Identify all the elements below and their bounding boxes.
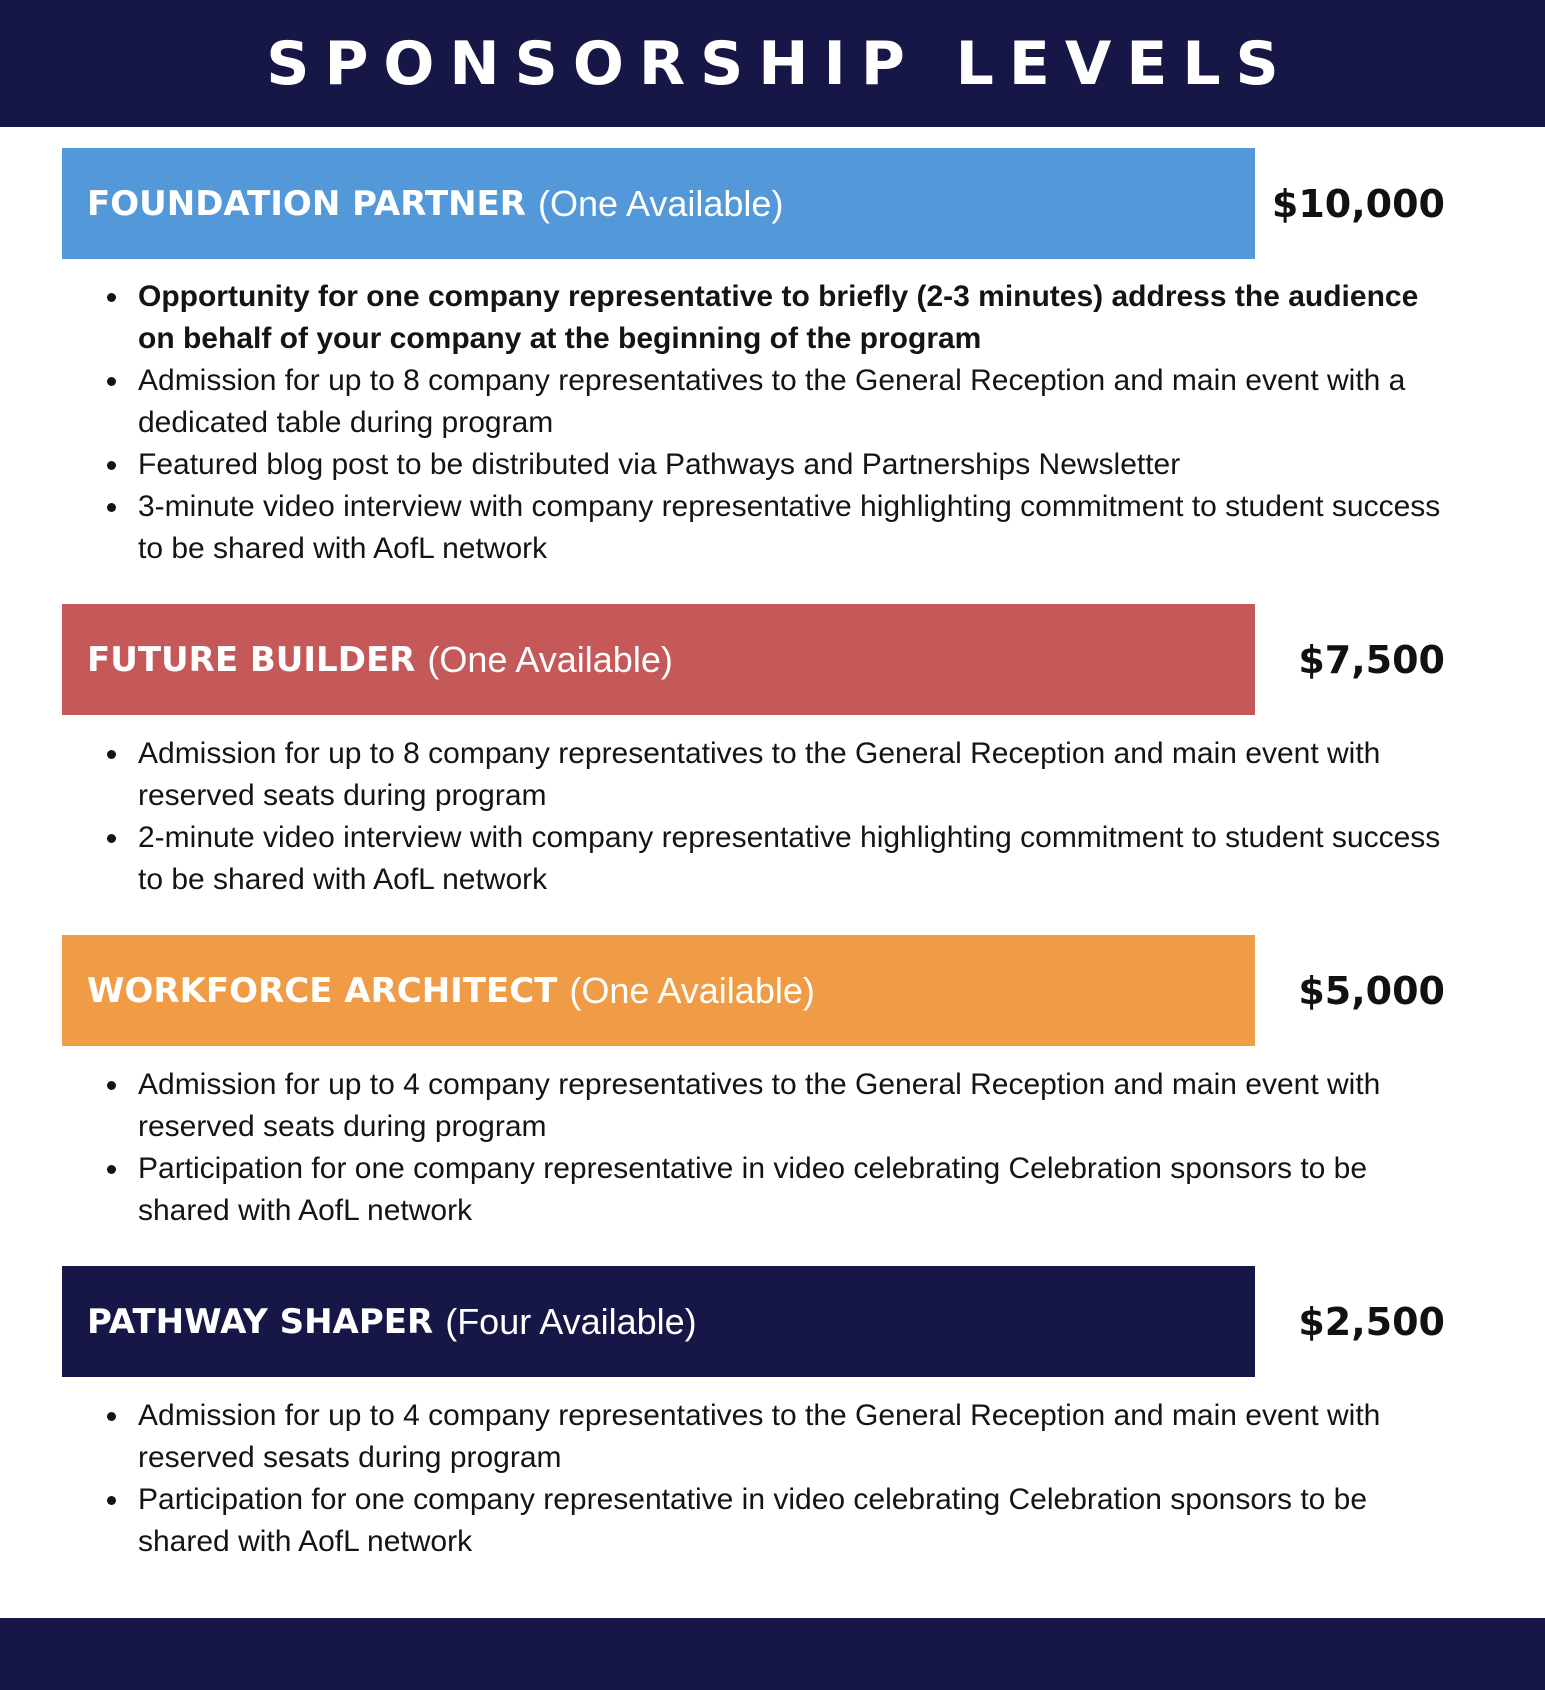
level-benefits-list — [0, 1395, 1545, 1563]
benefit-item: 3-minute video interview with company representative highlighting commitment to student success to be shared with AofL network — [0, 486, 1545, 570]
benefit-item: Opportunity for one company representative to briefly (2-3 minutes) address the audience on behalf of your company at the beginning of the program — [0, 276, 1545, 360]
level-availability: (One Available) — [537, 182, 784, 224]
level-band — [62, 604, 1255, 715]
level-price: $7,500 — [1298, 637, 1445, 682]
benefit-item: Participation for one company representative in video celebrating Celebration sponsors to be shared with AofL network — [0, 1148, 1545, 1232]
level-name: FOUNDATION PARTNER — [87, 183, 526, 224]
level-benefits-list — [0, 1064, 1545, 1232]
level-name: WORKFORCE ARCHITECT — [87, 970, 558, 1011]
level-availability: (One Available) — [569, 969, 815, 1011]
level-band — [62, 935, 1255, 1046]
level-band — [62, 1266, 1255, 1377]
level-availability: (Four Available) — [445, 1300, 697, 1342]
level-name: FUTURE BUILDER — [87, 639, 416, 680]
page-header — [0, 0, 1545, 127]
page-title: SPONSORSHIP LEVELS — [266, 28, 1294, 99]
level-benefits-list — [0, 733, 1545, 901]
benefit-item: Admission for up to 8 company representatives to the General Reception and main event with a dedicated table during program — [0, 360, 1545, 444]
benefit-item: 2-minute video interview with company representative highlighting commitment to student success to be shared with AofL network — [0, 817, 1545, 901]
benefit-item: Featured blog post to be distributed via Pathways and Partnerships Newsletter — [0, 444, 1545, 486]
benefit-item: Admission for up to 4 company representatives to the General Reception and main event with reserved seats during program — [0, 1064, 1545, 1148]
level-band — [62, 148, 1255, 259]
level-benefits-list — [0, 276, 1545, 570]
page-footer-bar — [0, 1618, 1545, 1690]
benefit-item: Participation for one company representative in video celebrating Celebration sponsors to be shared with AofL network — [0, 1479, 1545, 1563]
level-price: $2,500 — [1298, 1299, 1445, 1344]
level-price: $5,000 — [1298, 968, 1445, 1013]
level-price: $10,000 — [1271, 181, 1445, 226]
level-name: PATHWAY SHAPER — [87, 1301, 434, 1342]
level-availability: (One Available) — [427, 638, 673, 680]
benefit-item: Admission for up to 8 company representatives to the General Reception and main event with reserved seats during program — [0, 733, 1545, 817]
benefit-item: Admission for up to 4 company representatives to the General Reception and main event with reserved sesats during program — [0, 1395, 1545, 1479]
